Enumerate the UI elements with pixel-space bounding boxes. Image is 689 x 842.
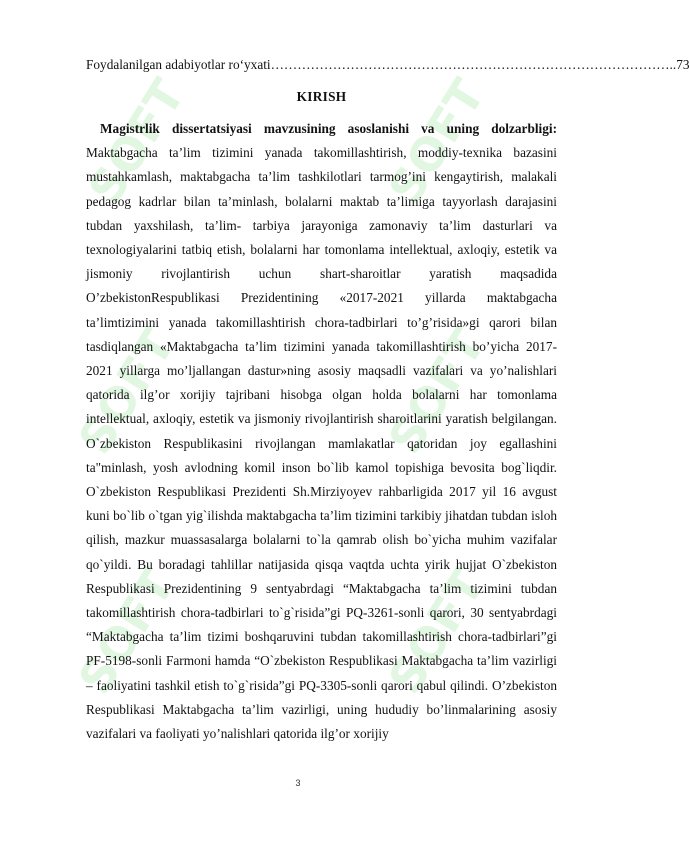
toc-leader-dots: ……………………………………………………………………………….. xyxy=(270,57,677,72)
paragraph-body: Maktabgacha ta’lim tizimini yanada takomillashtirish, moddiy-texnika bazasini mustahkamlash, maktabgacha ta’lim tashkilotlari tarmog’ini kengaytirish, malakali pedagog kadrlar bilan ta’minlash, bolalarni maktab ta’limiga tayyorlash darajasini tubdan yaxshilash, ta’lim- tarbiya jarayoniga zamonaviy ta’lim dasturlari va texnologiyalarini tatbiq etish, bolalarni har tomonlama intellektual, axloqiy, estetik va jismoniy rivojlantirish uchun shart-sharoitlar yaratish maqsadida O’zbekistonRespublikasi Prezidentining «2017-2021 yillarda maktabgacha ta’limtizimini yanada takomillashtirish chora-tadbirlari to’g’risida»gi qarori bilan tasdiqlangan «Maktabgacha ta’lim tizimini yanada takomillashtirish bo’yicha 2017-2021 yillarga mo’ljallangan dastur»ning asosiy maqsadli vazifalari va yo’nalishlari qatorida ilg’or xorijiy tajribani hisobga olgan holda bolalarni har tomonlama intellektual, axloqiy, estetik va jismoniy rivojlantirish sharoitlarini yaratish belgilangan. O`zbekiston Respublikasini rivojlangan mamlakatlar qatoridan joy egallashini ta"minlash, yosh avlodning komil inson bo`lib kamol topishiga bevosita bog`liqdir. O`zbekiston Respublikasi Prezidenti Sh.Mirziyoyev rahbarligida 2017 yil 16 avgust kuni bo`lib o`tgan yig`ilishda maktabgacha ta’lim tizimini tarkibiy jihatdan tubdan isloh qilish, mazkur muassasalarga bolalarni to`la qamrab olish bo`yicha muhim vazifalar qo`yildi. Bu boradagi tahlillar natijasida qisqa vaqtda uchta yirik hujjat O`zbekiston Respublikasi Prezidentining 9 sentyabrdagi “Maktabgacha ta’lim tizimini tubdan takomillashtirish chora-tadbirlari to`g`risida”gi PQ-3261-sonli qarori, 30 sentyabrdagi “Maktabgacha ta’lim tizimi boshqaruvini tubdan takomillashtirish chora-tadbirlari”gi PF-5198-sonli Farmoni hamda “O`zbekiston Respublikasi Maktabgacha ta’lim vazirligi – faoliyatini tashkil etish to`g`risida”gi PQ-3305-sonli qarori qabul qilindi. O’zbekiston Respublikasi Maktabgacha ta’lim vazirligi, uning hududiy bo’linmalarining asosiy vazifalari va faoliyati yo’nalishlari qatorida ilg’or xorijiy xyxy=(86,145,557,742)
paragraph-bold-lead: Magistrlik dissertatsiyasi mavzusining asoslanishi va uning dolzarbligi: xyxy=(100,121,557,136)
watermark-stamp: SOFT xyxy=(67,319,186,464)
page-content xyxy=(86,56,689,746)
section-heading: KIRISH xyxy=(296,89,347,104)
watermark-stamp: SOFT xyxy=(377,559,496,704)
section-paragraph xyxy=(86,117,557,746)
toc-page-number: 73 xyxy=(676,57,689,72)
watermark-stamp: SOFT xyxy=(377,69,496,214)
watermark-stamp: SOFT xyxy=(67,559,186,704)
watermark-stamp: SOFT xyxy=(77,69,196,214)
toc-entry-title: Foydalanilgan adabiyotlar ro‘yxati xyxy=(86,57,271,72)
toc-entry xyxy=(86,56,689,74)
watermark-stamp: SOFT xyxy=(377,319,496,464)
page-number: 3 xyxy=(295,778,301,788)
